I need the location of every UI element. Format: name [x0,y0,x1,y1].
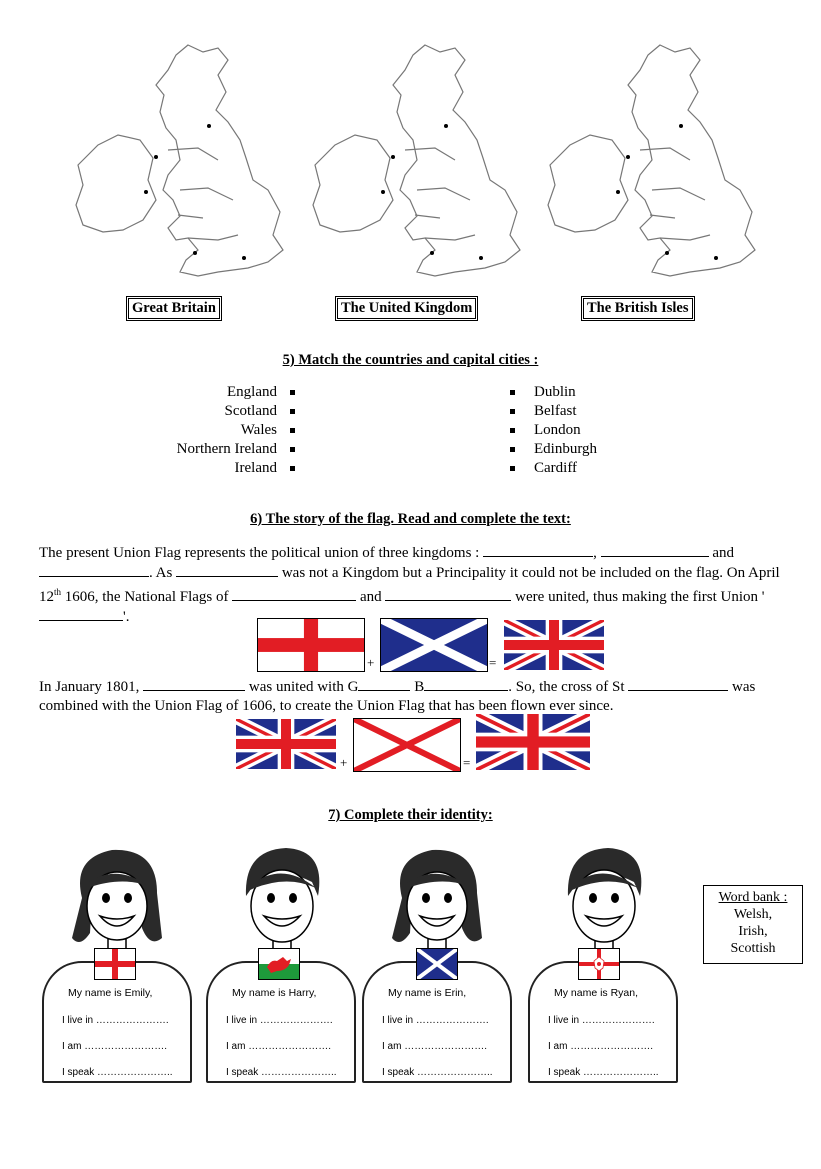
word-bank-item: Welsh, [733,907,773,922]
match-bullet[interactable] [510,390,515,395]
live-line[interactable]: I live in …………………. [226,1015,333,1026]
scotland-flag-icon [417,949,457,979]
label-great-britain: Great Britain [126,296,222,321]
word-bank-title: Word bank : [718,890,788,905]
flag-union-1606 [504,620,604,670]
match-bullet[interactable] [510,466,515,471]
map-british-isles [540,40,760,298]
story-text: . As [149,565,177,581]
nationality-line[interactable]: I am ……………………. [382,1041,488,1052]
flag-st-patrick [353,718,461,772]
answer-blank[interactable] [39,563,149,577]
country-item: England [227,384,277,400]
northern-ireland-flag-icon [579,949,619,979]
match-bullet[interactable] [290,466,295,471]
union-jack-icon [476,714,590,770]
live-line[interactable]: I live in …………………. [548,1015,655,1026]
story-text: 1606, the National Flags of [61,589,233,605]
city-item: Dublin [534,384,576,400]
answer-blank[interactable] [424,677,508,691]
answer-blank[interactable] [358,677,410,691]
story-text: , [593,545,601,561]
story-text: was united with G [245,679,359,695]
language-line[interactable]: I speak ………………….. [548,1067,659,1078]
kid-name: My name is Erin, [388,987,467,999]
nationality-line[interactable]: I am ……………………. [226,1041,332,1052]
section5-heading: 5) Match the countries and capital cities : [282,352,539,368]
answer-blank[interactable] [39,607,123,621]
british-isles-outline-map [540,40,760,298]
city-item: Cardiff [534,460,578,476]
equals-sign: = [463,755,471,770]
match-bullet[interactable] [290,390,295,395]
kid-name: My name is Ryan, [554,987,639,999]
plus-sign: + [367,655,375,670]
flag-england [257,618,365,672]
country-item: Northern Ireland [176,441,277,457]
language-line[interactable]: I speak ………………….. [382,1067,493,1078]
union-flag-icon [236,719,336,769]
girl-face-icon [382,838,492,963]
equals-sign: = [489,655,497,670]
country-item: Scotland [224,403,277,419]
live-line[interactable]: I live in …………………. [382,1015,489,1026]
story-text: The present Union Flag represents the political union of three kingdoms : [39,545,484,561]
map-united-kingdom [305,40,525,298]
word-bank-item: Irish, [738,924,768,939]
country-item: Wales [240,422,277,438]
england-flag-icon [258,619,364,671]
kid-flag-northern-ireland [578,948,620,980]
story-text: was not a Kingdom but a Principality it could not be included on the flag. On April 12 [39,565,780,605]
kid-flag-england [94,948,136,980]
british-isles-outline-map [68,40,288,298]
section7-heading: 7) Complete their identity: [328,807,493,823]
story-text: th [54,587,62,597]
language-line[interactable]: I speak ………………….. [62,1067,173,1078]
kid-erin [362,838,517,1088]
story-text: was combined with the Union Flag of 1606, to create the Union Flag that has been flown ever since. [39,679,756,714]
england-flag-icon [95,949,135,979]
kid-emily [42,838,197,1088]
answer-blank[interactable] [232,587,356,601]
label-united-kingdom: The United Kingdom [335,296,478,321]
answer-blank[interactable] [143,677,245,691]
kid-flag-scotland [416,948,458,980]
label-british-isles: The British Isles [581,296,695,321]
story-paragraph-2 [39,677,789,716]
answer-blank[interactable] [601,543,709,557]
match-bullet[interactable] [510,447,515,452]
story-text: In January 1801, [39,679,144,695]
city-item: Belfast [534,403,577,419]
language-line[interactable]: I speak ………………….. [226,1067,337,1078]
section6-heading: 6) The story of the flag. Read and complete the text: [250,511,571,527]
flag-union-1606 [236,719,336,769]
city-item: Edinburgh [534,441,598,457]
city-item: London [534,422,581,438]
match-bullet[interactable] [510,409,515,414]
story-text: were united, thus making the first Union ' [511,589,765,605]
kid-name: My name is Emily, [68,987,153,999]
kid-harry [206,838,361,1088]
boy-face-icon [226,838,336,963]
story-text: and [708,545,734,561]
answer-blank[interactable] [176,563,278,577]
match-bullet[interactable] [510,428,515,433]
story-paragraph-1 [39,543,789,627]
flag-union-current [476,714,590,770]
live-line[interactable]: I live in …………………. [62,1015,169,1026]
answer-blank[interactable] [628,677,728,691]
girl-face-icon [62,838,172,963]
word-bank [703,885,803,964]
answer-blank[interactable] [385,587,511,601]
story-text: '. [123,609,130,625]
scotland-flag-icon [381,619,487,671]
kid-flag-wales [258,948,300,980]
story-text: . So, the cross of St [508,679,629,695]
wales-flag-icon [259,949,299,979]
union-flag-icon [504,620,604,670]
word-bank-item: Scottish [730,941,776,956]
story-text: and [356,589,386,605]
st-patrick-flag-icon [354,719,460,771]
match-bullet[interactable] [290,428,295,433]
british-isles-outline-map [305,40,525,298]
nationality-line[interactable]: I am ……………………. [62,1041,168,1052]
story-text: B [410,679,425,695]
boy-face-icon [548,838,658,963]
flag-scotland [380,618,488,672]
answer-blank[interactable] [483,543,593,557]
plus-sign: + [340,755,348,770]
nationality-line[interactable]: I am ……………………. [548,1041,654,1052]
map-great-britain [68,40,288,298]
kid-ryan [528,838,683,1088]
country-item: Ireland [234,460,277,476]
match-bullet[interactable] [290,447,295,452]
match-bullet[interactable] [290,409,295,414]
kid-name: My name is Harry, [232,987,317,999]
